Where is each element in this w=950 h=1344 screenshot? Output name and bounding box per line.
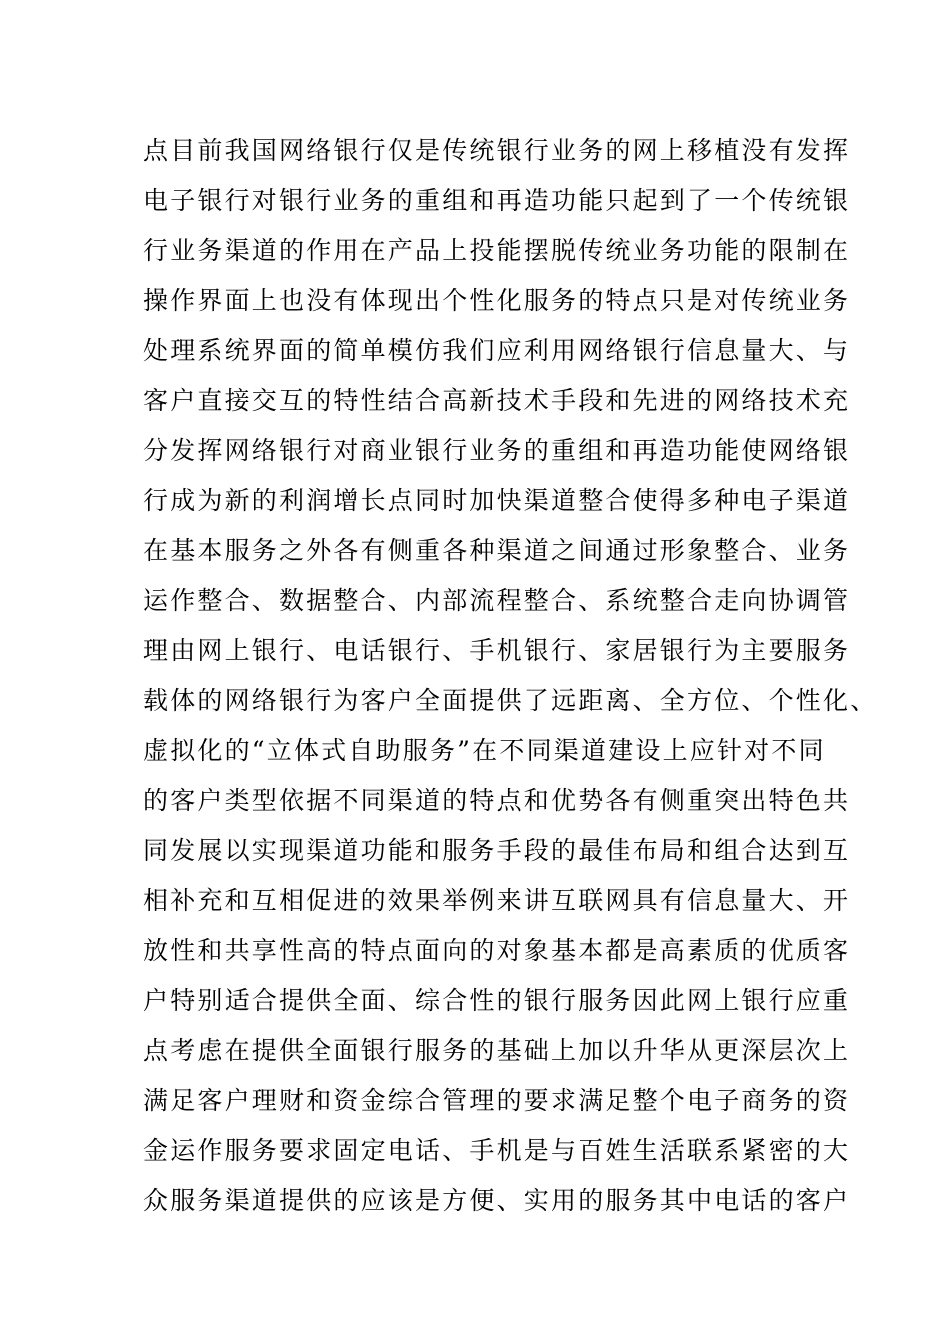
text-line: 众服务渠道提供的应该是方便、实用的服务其中电话的客户 bbox=[143, 1186, 851, 1215]
text-line: 在基本服务之外各有侧重各种渠道之间通过形象整合、业务 bbox=[143, 536, 851, 565]
text-line: 运作整合、数据整合、内部流程整合、系统整合走向协调管 bbox=[143, 586, 851, 615]
text-line: 点目前我国网络银行仅是传统银行业务的网上移植没有发挥 bbox=[143, 136, 851, 165]
text-line: 金运作服务要求固定电话、手机是与百姓生活联系紧密的大 bbox=[143, 1136, 851, 1165]
text-line: 理由网上银行、电话银行、手机银行、家居银行为主要服务 bbox=[143, 636, 851, 665]
text-line: 行业务渠道的作用在产品上投能摆脱传统业务功能的限制在 bbox=[143, 236, 851, 265]
text-line: 相补充和互相促进的效果举例来讲互联网具有信息量大、开 bbox=[143, 886, 851, 915]
text-line: 的客户类型依据不同渠道的特点和优势各有侧重突出特色共 bbox=[143, 786, 851, 815]
text-line: 操作界面上也没有体现出个性化服务的特点只是对传统业务 bbox=[143, 286, 851, 315]
text-line: 放性和共享性高的特点面向的对象基本都是高素质的优质客 bbox=[143, 936, 851, 965]
body-text bbox=[143, 126, 878, 1226]
text-line: 点考虑在提供全面银行服务的基础上加以升华从更深层次上 bbox=[143, 1036, 851, 1065]
text-line: 行成为新的利润增长点同时加快渠道整合使得多种电子渠道 bbox=[143, 486, 851, 515]
text-line: 客户直接交互的特性结合高新技术手段和先进的网络技术充 bbox=[143, 386, 851, 415]
text-line: 虚拟化的“立体式自助服务”在不同渠道建设上应针对不同 bbox=[143, 736, 826, 765]
text-line: 电子银行对银行业务的重组和再造功能只起到了一个传统银 bbox=[143, 186, 851, 215]
text-line: 分发挥网络银行对商业银行业务的重组和再造功能使网络银 bbox=[143, 436, 851, 465]
text-line: 同发展以实现渠道功能和服务手段的最佳布局和组合达到互 bbox=[143, 836, 851, 865]
text-line: 满足客户理财和资金综合管理的要求满足整个电子商务的资 bbox=[143, 1086, 851, 1115]
text-line: 载体的网络银行为客户全面提供了远距离、全方位、个性化、 bbox=[143, 686, 878, 715]
text-line: 处理系统界面的简单模仿我们应利用网络银行信息量大、与 bbox=[143, 336, 851, 365]
text-line: 户特别适合提供全面、综合性的银行服务因此网上银行应重 bbox=[143, 986, 851, 1015]
